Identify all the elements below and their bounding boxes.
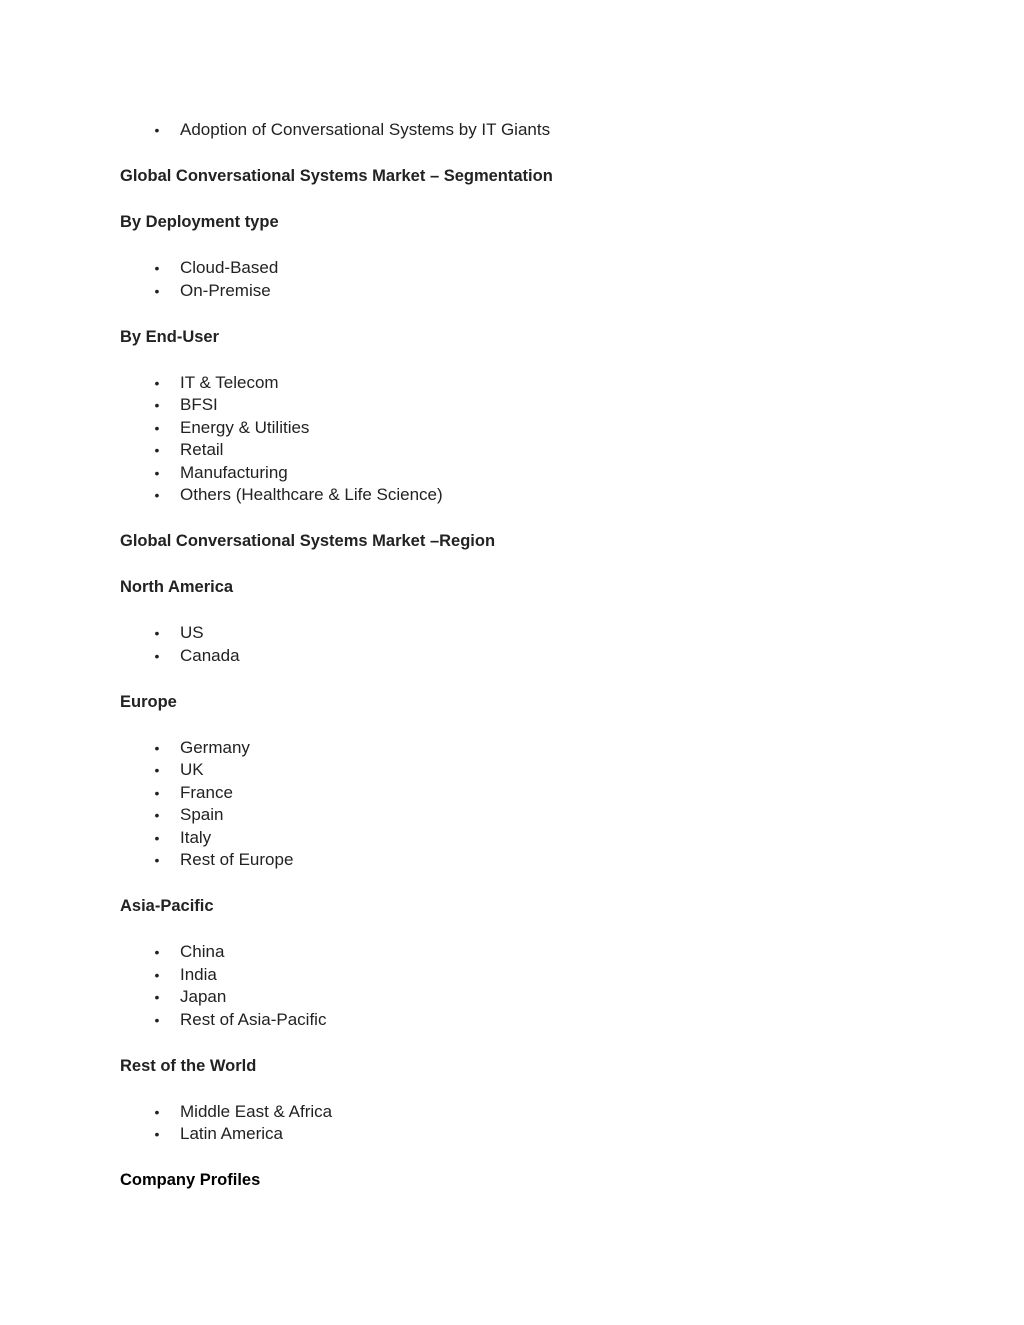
list-item-label: Manufacturing xyxy=(180,462,288,482)
list-item xyxy=(120,645,940,668)
list-item-label: UK xyxy=(180,760,204,779)
segmentation-heading: Global Conversational Systems Market – Segmentation xyxy=(120,167,553,185)
rest-of-world-list xyxy=(120,1101,940,1146)
north-america-heading: North America xyxy=(120,578,234,596)
list-item xyxy=(120,462,940,485)
list-item-label: Cloud-Based xyxy=(180,258,279,277)
list-item xyxy=(120,986,940,1009)
list-item xyxy=(120,1101,940,1124)
list-item-label: US xyxy=(180,623,204,642)
list-item xyxy=(120,394,940,417)
bullet-icon: • xyxy=(154,739,160,756)
list-item-label: Others (Healthcare & Life Science) xyxy=(180,485,443,504)
deployment-list xyxy=(120,257,940,302)
list-item xyxy=(120,257,940,280)
bullet-icon: • xyxy=(154,762,160,778)
bullet-icon: • xyxy=(154,1011,160,1028)
list-item xyxy=(120,737,940,760)
bullet-icon: • xyxy=(154,282,160,299)
bullet-icon: • xyxy=(154,966,160,983)
bullet-icon: • xyxy=(154,989,160,1005)
intro-list xyxy=(120,119,940,142)
list-item-label: France xyxy=(180,782,233,802)
list-item xyxy=(120,372,940,395)
list-item xyxy=(120,439,940,462)
end-user-list xyxy=(120,372,940,507)
bullet-icon: • xyxy=(154,625,160,641)
bullet-icon: • xyxy=(154,647,160,664)
list-item-label: Energy & Utilities xyxy=(180,417,310,437)
list-item-label: Italy xyxy=(180,827,212,847)
list-item-label: Canada xyxy=(180,645,240,665)
list-item-label: Japan xyxy=(180,987,227,1006)
europe-list xyxy=(120,737,940,872)
list-item xyxy=(120,484,940,507)
list-item-label: Spain xyxy=(180,805,224,824)
bullet-icon: • xyxy=(154,1103,160,1120)
bullet-icon: • xyxy=(154,419,160,436)
asia-pacific-list xyxy=(120,941,940,1031)
bullet-icon: • xyxy=(154,852,160,868)
bullet-icon: • xyxy=(154,464,160,481)
europe-heading: Europe xyxy=(120,692,177,711)
bullet-icon: • xyxy=(154,442,160,458)
asia-pacific-heading: Asia-Pacific xyxy=(120,897,214,915)
list-item xyxy=(120,119,940,142)
list-item xyxy=(120,622,940,645)
north-america-list xyxy=(120,622,940,667)
bullet-icon: • xyxy=(154,260,160,276)
list-item-label: Latin America xyxy=(180,1124,283,1143)
document-content xyxy=(120,119,940,1192)
list-item xyxy=(120,782,940,805)
list-item-label: On-Premise xyxy=(180,280,271,300)
list-item xyxy=(120,1123,940,1146)
list-item xyxy=(120,1009,940,1032)
list-item-label: Germany xyxy=(180,737,250,757)
list-item-label: India xyxy=(180,964,217,984)
bullet-icon: • xyxy=(154,829,160,846)
bullet-icon: • xyxy=(154,784,160,801)
list-item xyxy=(120,417,940,440)
list-item-label: Adoption of Conversational Systems by IT Giants xyxy=(180,120,551,139)
list-item xyxy=(120,849,940,872)
bullet-icon: • xyxy=(154,122,160,138)
list-item xyxy=(120,827,940,850)
list-item xyxy=(120,280,940,303)
list-item-label: China xyxy=(180,942,225,961)
bullet-icon: • xyxy=(154,374,160,391)
list-item xyxy=(120,804,940,827)
bullet-icon: • xyxy=(154,487,160,503)
deployment-heading: By Deployment type xyxy=(120,213,279,231)
list-item xyxy=(120,941,940,964)
list-item-label: Rest of Asia-Pacific xyxy=(180,1009,327,1029)
list-item-label: BFSI xyxy=(180,395,218,414)
list-item-label: Middle East & Africa xyxy=(180,1101,333,1121)
company-profiles-heading: Company Profiles xyxy=(120,1171,261,1189)
end-user-heading: By End-User xyxy=(120,327,220,346)
list-item xyxy=(120,964,940,987)
bullet-icon: • xyxy=(154,397,160,413)
list-item-label: IT & Telecom xyxy=(180,372,279,392)
list-item-label: Rest of Europe xyxy=(180,850,294,869)
rest-of-world-heading: Rest of the World xyxy=(120,1056,257,1075)
bullet-icon: • xyxy=(154,1126,160,1142)
list-item-label: Retail xyxy=(180,440,224,459)
region-heading: Global Conversational Systems Market –Region xyxy=(120,532,496,550)
bullet-icon: • xyxy=(154,944,160,960)
list-item xyxy=(120,759,940,782)
bullet-icon: • xyxy=(154,807,160,823)
